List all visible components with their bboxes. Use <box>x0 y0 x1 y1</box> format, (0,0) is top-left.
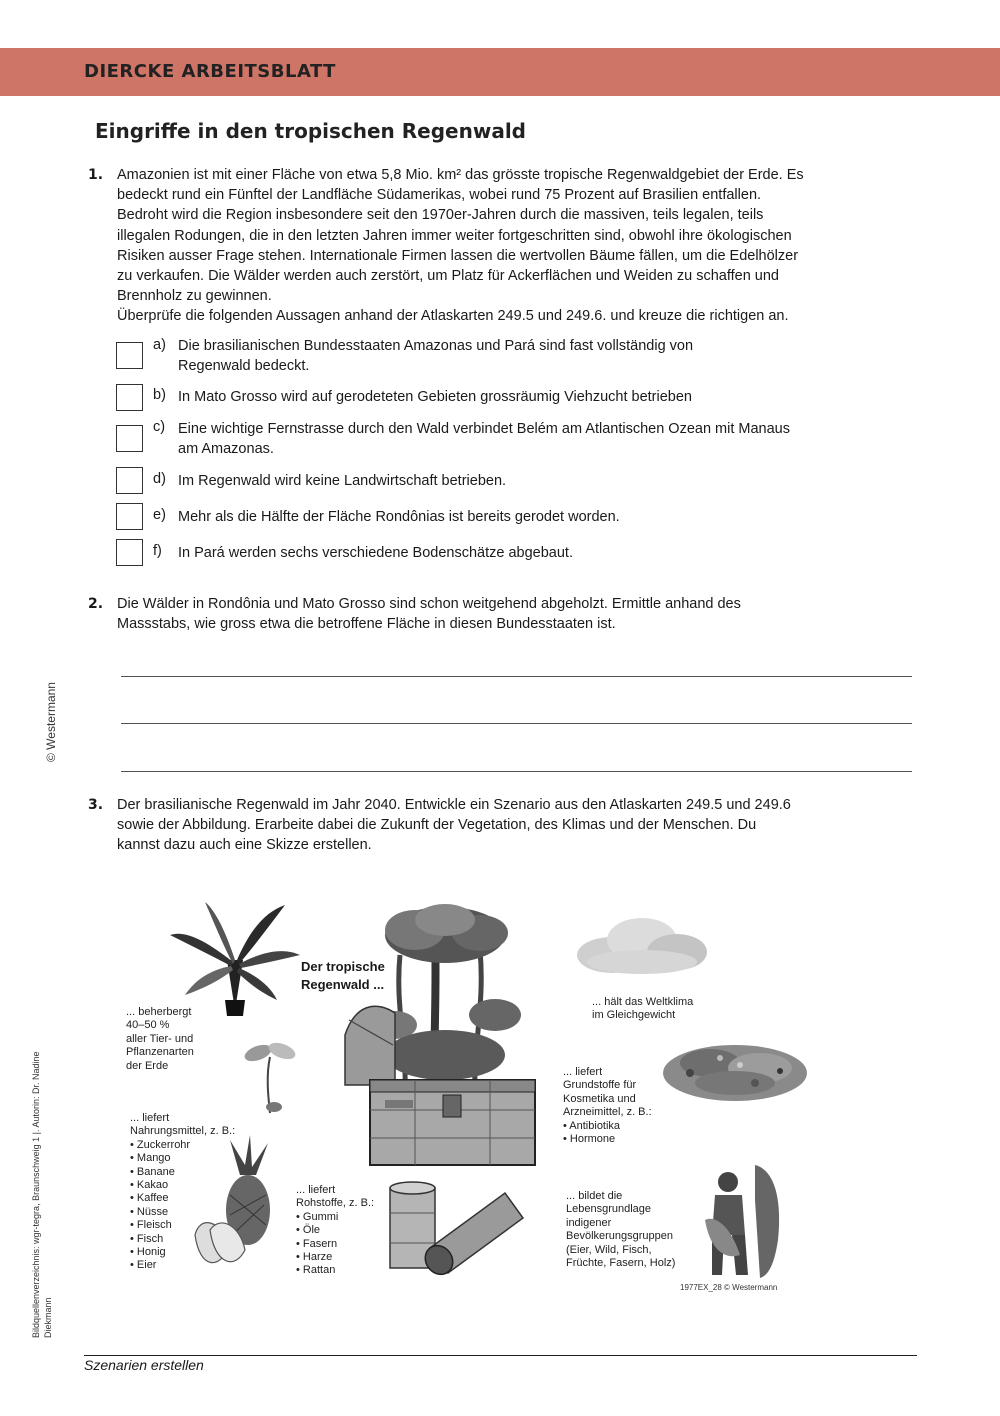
people-label-line: ... bildet die <box>566 1190 623 1202</box>
option-b-text <box>178 387 908 407</box>
people-label-line: Lebensgrundlage <box>566 1203 652 1216</box>
raw-materials-label-line: Rohstoffe, z. B.: <box>296 1197 375 1210</box>
food-label-line: • Eier <box>130 1259 157 1272</box>
food-label-line: • Kakao <box>130 1179 169 1192</box>
medicine-label-line: Kosmetika und <box>563 1092 636 1105</box>
option-c-line: Eine wichtige Fernstrasse durch den Wald verbindet Belém am Atlantischen Ozean mit Manaus <box>178 421 790 437</box>
species-label-line: aller Tier- und <box>126 1032 194 1045</box>
tropical-plant-illustration <box>165 900 305 1020</box>
checkbox-option-e[interactable] <box>116 503 143 530</box>
raw-materials-label-line: • Harze <box>296 1251 333 1264</box>
task-1-line: Risiken ausser Frage stehen. Internationale Firmen lassen die wertvollen Bäume fällen, um die Edelhölzer <box>117 247 799 264</box>
task-2-text <box>117 594 917 634</box>
task-3-line: Der brasilianische Regenwald im Jahr 2040. Entwickle ein Szenario aus den Atlaskarten 249.5 und 249.6 <box>117 797 791 813</box>
food-label-line: ... liefert <box>130 1112 170 1124</box>
food-label-line: • Kaffee <box>130 1192 169 1205</box>
people-label-line: Bevölkerungsgruppen <box>566 1230 674 1243</box>
food-label-line: • Zuckerrohr <box>130 1138 191 1151</box>
task-1-line: bedeckt rund ein Fünftel der Landfläche Südamerikas, wobei rund 75 Prozent auf Brasilien entfallen. <box>117 187 762 204</box>
option-f-line: In Pará werden sechs verschiedene Bodenschätze abgebaut. <box>178 545 573 561</box>
copyright-note: © Westermann <box>44 682 58 762</box>
footer-text: Szenarien erstellen <box>84 1357 204 1373</box>
raw-materials-illustration <box>385 1178 525 1278</box>
food-label-line: • Honig <box>130 1246 166 1259</box>
option-f-letter: f) <box>153 543 162 559</box>
medicine-label-line: Grundstoffe für <box>563 1079 637 1092</box>
cloud-illustration <box>572 910 712 980</box>
answer-line[interactable] <box>121 723 912 724</box>
option-b-line: In Mato Grosso wird auf gerodeteten Gebieten grossräumig Viehzucht betrieben <box>178 389 692 405</box>
task-1-line: illegalen Rodungen, die in den letzten Jahren immer weiter fortgeschritten sind, obwohl ihre ökologischen <box>117 227 792 244</box>
task-3-number: 3. <box>88 797 104 813</box>
task-2-line: Die Wälder in Rondônia und Mato Grosso sind schon weitgehend abgeholzt. Ermittle anhand des <box>117 596 741 612</box>
figure-credit: 1977EX_28 © Westermann <box>680 1283 778 1292</box>
medicine-label-line: • Antibiotika <box>563 1119 621 1132</box>
medicine-label-line: Arzneimittel, z. B.: <box>563 1106 652 1119</box>
raw-materials-label-line: • Öle <box>296 1224 321 1237</box>
food-label-line: • Banane <box>130 1165 175 1178</box>
task-1-line: Amazonien ist mit einer Fläche von etwa 5,8 Mio. km² das grösste tropische Regenwaldgebiet der Erde. Es <box>117 167 804 183</box>
task-1-text <box>117 165 917 327</box>
checkbox-option-c[interactable] <box>116 425 143 452</box>
climate-label <box>592 996 693 1023</box>
option-c-letter: c) <box>153 419 166 435</box>
checkbox-option-b[interactable] <box>116 384 143 411</box>
food-label <box>130 1112 235 1273</box>
raw-materials-label-line: • Gummi <box>296 1210 339 1223</box>
species-label <box>126 1006 194 1073</box>
checkbox-option-d[interactable] <box>116 467 143 494</box>
task-3-line: kannst dazu auch eine Skizze erstellen. <box>117 837 372 854</box>
indigenous-person-illustration <box>700 1160 785 1280</box>
option-e-line: Mehr als die Hälfte der Fläche Rondônias ist bereits gerodet worden. <box>178 509 620 525</box>
task-1-line: Brennholz zu gewinnen. <box>117 288 272 305</box>
option-a-line: Regenwald bedeckt. <box>178 358 310 375</box>
option-d-text <box>178 471 908 491</box>
seedling-illustration <box>240 1035 300 1115</box>
task-1-line: Bedroht wird die Region insbesondere seit den 1970er-Jahren durch die massiven, teils legalen, teils <box>117 207 764 224</box>
checkbox-option-f[interactable] <box>116 539 143 566</box>
task-2-number: 2. <box>88 596 104 612</box>
raw-materials-label-line: ... liefert <box>296 1184 336 1196</box>
people-label-line: Früchte, Fasern, Holz) <box>566 1257 676 1270</box>
task-3-text <box>117 795 917 856</box>
species-label-line: der Erde <box>126 1059 169 1072</box>
raw-materials-label-line: • Fasern <box>296 1237 338 1250</box>
medicine-label-line: ... liefert <box>563 1066 603 1078</box>
answer-line[interactable] <box>121 771 912 772</box>
option-b-letter: b) <box>153 387 166 403</box>
task-1-line: zu verkaufen. Die Wälder werden auch zerstört, um Platz für Ackerflächen und Weiden zu schaffen und <box>117 268 779 285</box>
option-c-line: am Amazonas. <box>178 441 274 458</box>
medicine-label-line: • Hormone <box>563 1133 616 1146</box>
figure-heading-line: Der tropische <box>301 959 385 974</box>
figure-heading <box>301 958 385 994</box>
people-label-line: indigener <box>566 1216 612 1229</box>
option-d-letter: d) <box>153 471 166 487</box>
figure-heading-line: Regenwald ... <box>301 977 385 992</box>
task-3-line: sowie der Abbildung. Erarbeite dabei die Zukunft der Vegetation, des Klimas und der Menschen. Du <box>117 817 757 834</box>
food-label-line: • Fisch <box>130 1232 164 1245</box>
image-sources-note: Bildquellenverzeichnis: wgr-tegra, Braunschweig 1 |. Autorin: Dr. Nadine <box>31 1051 41 1338</box>
option-d-line: Im Regenwald wird keine Landwirtschaft betrieben. <box>178 473 507 489</box>
footer-divider <box>84 1355 917 1356</box>
species-label-line: Pflanzenarten <box>126 1046 194 1059</box>
answer-line[interactable] <box>121 676 912 677</box>
people-label-line: (Eier, Wild, Fisch, <box>566 1243 652 1256</box>
option-c-text <box>178 419 908 459</box>
food-label-line: • Fleisch <box>130 1219 172 1232</box>
checkbox-option-a[interactable] <box>116 342 143 369</box>
climate-label-line: ... hält das Weltklima <box>592 996 694 1008</box>
option-e-letter: e) <box>153 507 166 523</box>
option-a-text <box>178 336 908 376</box>
medicine-label <box>563 1066 652 1146</box>
food-label-line: Nahrungsmittel, z. B.: <box>130 1125 236 1138</box>
task-1-number: 1. <box>88 167 104 183</box>
species-label-line: 40–50 % <box>126 1019 170 1032</box>
seeds-pile-illustration <box>660 1033 810 1103</box>
raw-materials-label <box>296 1184 374 1278</box>
people-label <box>566 1190 675 1270</box>
food-label-line: • Mango <box>130 1152 171 1165</box>
raw-materials-label-line: • Rattan <box>296 1264 336 1277</box>
option-a-letter: a) <box>153 337 166 353</box>
species-label-line: ... beherbergt <box>126 1006 192 1018</box>
task-2-line: Massstabs, wie gross etwa die betroffene Fläche in diesen Bundesstaaten ist. <box>117 616 616 633</box>
treasure-chest-rainforest-illustration <box>335 895 560 1180</box>
header-title: DIERCKE ARBEITSBLATT <box>84 61 336 82</box>
author-note: Diekmann <box>43 1297 53 1338</box>
page-title: Eingriffe in den tropischen Regenwald <box>95 119 526 143</box>
food-label-line: • Nüsse <box>130 1205 169 1218</box>
option-e-text <box>178 507 908 527</box>
option-a-line: Die brasilianischen Bundesstaaten Amazonas und Pará sind fast vollständig von <box>178 338 694 354</box>
option-f-text <box>178 543 908 563</box>
task-1-line: Überprüfe die folgenden Aussagen anhand der Atlaskarten 249.5 und 249.6. und kreuze die richtigen an. <box>117 308 789 325</box>
climate-label-line: im Gleichgewicht <box>592 1009 676 1022</box>
